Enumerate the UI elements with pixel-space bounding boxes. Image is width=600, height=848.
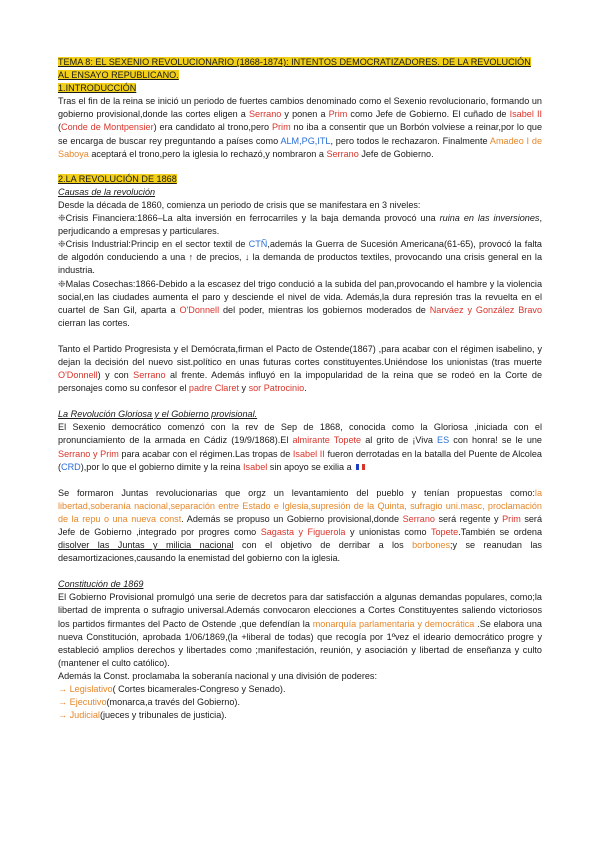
intro-heading: 1.INTRODUCCIÓN — [58, 83, 137, 94]
bullet-icon: ❉ — [58, 239, 66, 250]
causas-intro: Desde la década de 1860, comienza un periodo de crisis que se manifestara en 3 niveles: — [58, 199, 421, 210]
arrow-down-icon: ↓ — [244, 252, 250, 263]
list-item-judicial: → Judicial(jueces y tribunales de justicia). — [58, 710, 227, 721]
france-flag-icon — [356, 464, 365, 470]
arrow-right-icon: → — [58, 710, 68, 721]
gloriosa-paragraph: El Sexenio democrático comenzó con la rev de Sep de 1868, conocida como la Gloriosa ,iniciada con el pronunciamiento de la armada en Cádiz (19/9/1868).El almirante Topete al grito de ¡Viva ES con honra! se le une Serrano y Prim para acabar con el régimen.Las tropas de Isabel II fueron derrotadas en la batalla del Puente de Alcolea (CRD),por lo que el gobierno dimite y la reina Isabel sin apoyo se exilia a — [58, 422, 542, 472]
bullet-icon: ❉ — [58, 213, 66, 224]
ostende-paragraph: Tanto el Partido Progresista y el Demócrata,firman el Pacto de Ostende(1867) ,para acabar con el régimen isabelino, y dejan la decisión del nuevo sist.político en unas futuras cortes constituyentes.Uniéndose los unionistas (tras muerte O'Donnell) y con Serrano al frente. Además influyó en la impopularidad de la reina que se rodeó en la Corte de personajes como su confesor el padre Claret y sor Patrocinio. — [58, 343, 543, 394]
bullet-icon: ❉ — [58, 278, 66, 289]
list-item-ejecutivo: → Ejecutivo(monarca,a través del Gobierno). — [58, 697, 240, 708]
juntas-paragraph: Se formaron Juntas revolucionarias que orgz un levantamiento del pueblo y tenían propuestas como:la libertad,soberanía nacional,separación entre Estado e Iglesia,supresión de la Quinta, sufragio uni.masc, proclamación de la repu o una nueva const. Además se propuso un Gobierno provisional,donde Serrano será regente y Prim será Jefe de Gobierno ,integrado por progres como Sagasta y Figuerola y unionistas como Topete.También se ordena disolver las Juntas y milicia nacional con el objetivo de derribar a los borbones;y se reanudan las desamortizaciones,causando la enemistad del gobierno con la iglesia. — [58, 487, 543, 564]
constitucion-subheading: Constitución de 1869 — [58, 579, 144, 590]
list-item-financiera: ❉Crisis Financiera:1866–La alta inversión en ferrocarriles y la baja demanda provocó una ruina en las inversiones, perjudicando a empresas y particulares. — [58, 213, 542, 237]
arrow-right-icon: → — [58, 697, 68, 708]
causas-subheading: Causas de la revolución — [58, 186, 156, 197]
arrow-up-icon: ↑ — [188, 252, 194, 263]
poderes-intro: Además la Const. proclamaba la soberanía nacional y una división de poderes: — [58, 670, 377, 681]
list-item-industrial: ❉Crisis Industrial:Princip en el sector textil de CTÑ,además la Guerra de Sucesión Americana(61-65), provocó la falta de algodón conduciendo a una ↑ de precios, ↓ la demanda de productos textiles, provocando una crisis general en la industria. — [58, 239, 543, 276]
constitucion-paragraph: El Gobierno Provisional promulgó una serie de decretos para dar satisfacción a algunas demandas populares, como;la libertad de imprenta o sufragio universal.Además convocaron elecciones a Cortes Constituyentes saliendo victoriosos los partidos firmantes del Pacto de Ostende ,que defendían la monarquía parlamentaria y democrática .Se elabora una nueva Constitución, aprobada 1/06/1869,(la +liberal de todas) que recogía por 1ºvez el ideario democrático progre y estableció amplios derechos y libertades como ;manifestación, reunión, y asociación y libertad de enseñanza y culto (mantener el culto católico). — [58, 592, 542, 668]
revolucion-heading: 2.LA REVOLUCIÓN DE 1868 — [58, 173, 177, 184]
document-body — [58, 56, 542, 722]
list-item-legislativo: → Legislativo( Cortes bicamerales-Congreso y Senado). — [58, 684, 286, 695]
gloriosa-subheading: La Revolución Gloriosa y el Gobierno provisional. — [58, 409, 258, 420]
intro-paragraph: Tras el fin de la reina se inició un periodo de fuertes cambios denominado como el Sexenio revolucionario, formando un gobierno provisional,donde las cortes eligen a Serrano y ponen a Prim como Jefe de Gobierno. El cuñado de Isabel II (Conde de Montpensier) era candidato al trono,pero Prim no iba a consentir que un Borbón volviese a reinar,por lo que se encarga de buscar rey preguntando a países como ALM,PG,ITL, pero todos le rechazaron. Finalmente Amadeo I de Saboya aceptará el trono,pero la iglesia lo rechazó,y nombraron a Serrano Jefe de Gobierno. — [58, 96, 543, 159]
list-item-cosechas: ❉Malas Cosechas:1866-Debido a la escasez del trigo condució a la subida del pan,provocando el hambre y la violencia social,en las ciudades aumenta el paro y desciende el nivel de vida. Además,la dura represión tras la revuelta en el cuartel de San Gil, aparta a O'Donnell del poder, mientras los gobiernos moderados de Narváez y González Bravo cierran las cortes. — [58, 278, 542, 328]
arrow-right-icon: → — [58, 684, 68, 695]
title-text: TEMA 8: EL SEXENIO REVOLUCIONARIO (1868-1874): INTENTOS DEMOCRATIZADORES. DE LA REVOLUCIÓN AL ENSAYO REPUBLICANO. — [58, 57, 531, 81]
page-title — [58, 56, 542, 82]
